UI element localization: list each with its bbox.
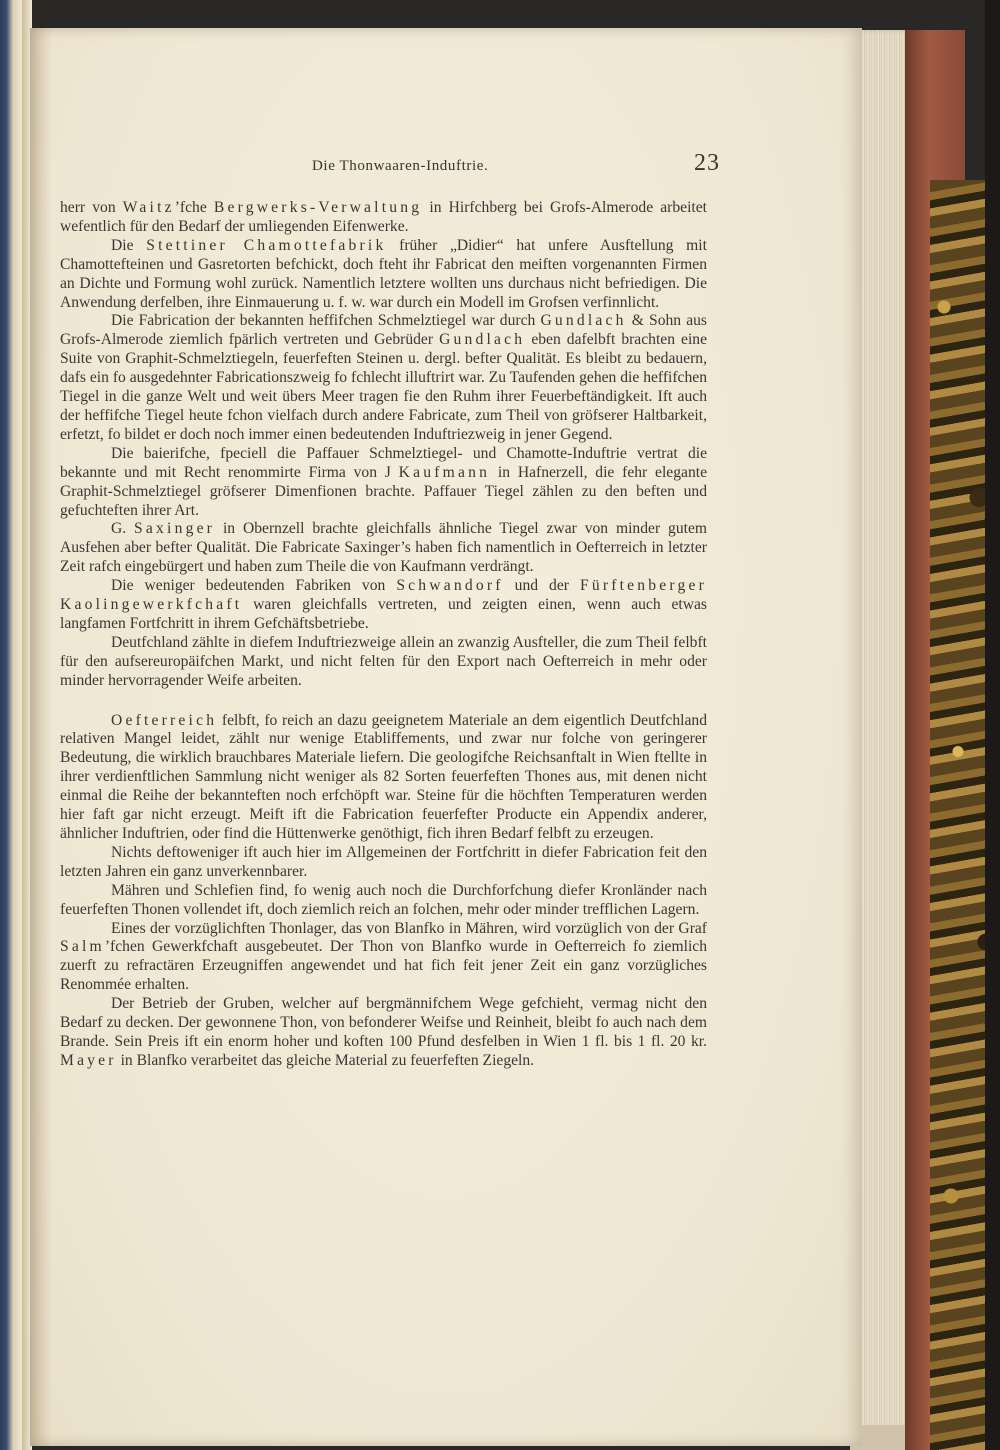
book-cover-left: [0, 0, 22, 1450]
spaced-name: Schwandorf: [396, 577, 504, 595]
paragraph: [60, 920, 707, 996]
text-run: Die: [111, 236, 147, 254]
text-run: Eines der vorzüglichften Thonlager, das von Blanfko in Mähren, wird vorzüglich von der Graf: [111, 919, 707, 937]
running-title: Die Thonwaaren-Induftrie.: [312, 158, 489, 174]
text-run: in Hafnerzell, die fehr elegante Graphit-Schmelztiegel gröfserer Dimenfionen brachte. Paffauer Tiegel zählen zu den beften und gefuchteften ihrer Art.: [60, 463, 707, 519]
paragraph: [60, 312, 707, 444]
text-run: Die Fabrication der bekannten heffifchen Schmelztiegel war durch: [111, 312, 541, 330]
paragraph: Deutfchland zählte in diefem Induftriezweige allein an zwanzig Ausfteller, die zum Theil felbft für den aufsereuropäifchen Markt, und nicht felten für den Export nach Oefterreich in mehr oder minder hervorragender Weife arbeiten.: [60, 633, 707, 689]
text-run: früher „Didier“ hat unfere Ausftellung mit Chamottefteinen und Gasretorten befchickt, doch fteht ihr Fabricat den meiften vorgenannten Firmen an Dichte und Formung wohl zurück. Namentlich letztere wollten uns durchaus nicht befriedigen. Die Anwendung derfelben, ihre Einmauerung u. f. w. war durch ein Modell im Grofsen verfinnlicht.: [60, 236, 707, 311]
text-run: Die baierifche, fpeciell die Paffauer Schmelztiegel- und Chamotte-Induftrie vertrat die bekannte und mit Recht renommirte Firma von J: [60, 444, 707, 481]
spaced-name: Oefterreich: [111, 711, 218, 729]
spaced-name: Salm: [60, 938, 105, 956]
background-right: [985, 0, 1000, 1450]
paragraph: [60, 199, 707, 237]
paragraph: [60, 577, 707, 634]
text-run: in Hirfchberg bei Grofs-Almerode arbeitet wefentlich für den Bedarf der umliegenden Eifenwerke.: [60, 199, 707, 235]
text-run: felbft, fo reich an dazu geeignetem Materiale an dem eigentlich Deutfchland relativen Mangel leidet, zählt nur wenige Etabliffements, und zwar nur folche von geringerer Bedeutung, die wirklich brauchbares Materiale liefern. Die geologifche Reichsanftalt in Wien ftellte in ihrer verdienftlichen Sammlung nicht weniger als 82 Sorten feuerfeften Thones aus, mit denen nicht einmal die Reihe der bekannteften noch erfchöpft war. Steine für die höchften Temperaturen werden hier faft gar nicht erzeugt. Meift ift die Fabrication feuerfefter Producte ein Appendix anderer, ähnlicher Induftrien, oder find die Hüttenwerke genöthigt, fich ihren Bedarf felbft zu erzeugen.: [60, 711, 707, 842]
spaced-name: Stettiner Chamottefabrik: [146, 236, 387, 254]
spaced-name: Waitz: [122, 199, 175, 216]
spaced-name: Gundlach: [540, 312, 627, 330]
text-run: ’fchen Gewerkfchaft ausgebeutet. Der Thon von Blanfko wurde in Oefterreich fo ziemlich zuerft zu refractären Erzeugniffen angewendet und hat fich feit jener Zeit ein ganz vorzügliches Renommée erhalten.: [60, 938, 707, 994]
text-run: und der: [503, 577, 580, 595]
paragraph: Mähren und Schlefien find, fo wenig auch noch die Durchforfchung diefer Kronländer nach feuerfeften Thonen vollendet ift, doch ziemlich reich an folchen, mehr oder minder trefflichen Lagern.: [60, 881, 707, 918]
paragraph: [60, 520, 707, 577]
spaced-name: Saxinger: [134, 520, 216, 538]
text-run: waren gleichfalls vertreten, und zeigten einen, wenn auch etwas langfamen Fortfchritt in ihrem Gefchäftsbetriebe.: [60, 596, 707, 632]
paragraph: [60, 712, 707, 844]
paragraph: [60, 237, 707, 313]
text-run: Die weniger bedeutenden Fabriken von: [111, 577, 397, 595]
spaced-name: Kaufmann: [398, 463, 491, 481]
text-run: in Obernzell brachte gleichfalls ähnliche Tiegel zwar von minder gutem Ausfehen aber befter Qualität. Die Fabricate Saxinger’s haben fich namentlich in Oefterreich in letzter Zeit rafch eingebürgert und haben zum Theile die von Kaufmann verdrängt.: [60, 520, 707, 576]
text-run: in Blanfko verarbeitet das gleiche Material zu feuerfeften Ziegeln.: [116, 1051, 535, 1069]
page-header: [60, 150, 720, 177]
paragraph: [60, 995, 707, 1071]
body-text: [60, 199, 707, 1071]
page-gutter-shadow: [30, 28, 52, 1446]
page-number: 23: [694, 150, 720, 176]
paragraph: [60, 445, 707, 521]
text-run: eben dafelbft brachten eine Suite von Graphit-Schmelztiegeln, feuerfeften Steinen u. dergl. befter Qualität. Es bleibt zu bedauern, dafs ein fo ausgedehnter Fabricationszweig fo fchlecht illuftrirt war. Zu Taufenden gehen die heffifchen Tiegel in die ganze Welt und weit übers Meer tragen fie den Ruhm ihrer Feuerbeftändigkeit. Ift auch der heffifche Tiegel heute fchon vielfach durch andere Fabricate, zum Theil von gröfserer Haltbarkeit, erfetzt, fo bildet er doch noch immer einen bedeutenden Induftriezweig in jener Gegend.: [60, 331, 707, 443]
text-run: Der Betrieb der Gruben, welcher auf bergmännifchem Wege gefchieht, vermag nicht den Bedarf zu decken. Der gewonnene Thon, von befonderer Weifse und Reinheit, bleibt fo auch nach dem Brande. Sein Preis ift ein enorm hoher und koften 100 Pfund desfelben in Wien 1 fl. bis 1 fl. 20 kr.: [60, 995, 707, 1050]
text-run: herr von: [60, 199, 123, 216]
spaced-name: Bergwerks-Verwaltung: [213, 199, 423, 216]
text-run: & Sohn aus Grofs-Almerode ziemlich fpärlich vertreten und Gebrüder: [60, 312, 707, 349]
spaced-name: Fürftenberger Kaolingewerkfchaft: [60, 577, 707, 614]
text-run: G.: [111, 520, 135, 538]
text-run: ’fche: [174, 199, 214, 216]
spaced-name: Mayer: [60, 1051, 117, 1069]
spaced-name: Gundlach: [439, 331, 526, 349]
paragraph: Nichts deftoweniger ift auch hier im Allgemeinen der Fortfchritt in diefer Fabrication feit den letzten Jahren ein ganz unverkennbarer.: [60, 843, 707, 880]
